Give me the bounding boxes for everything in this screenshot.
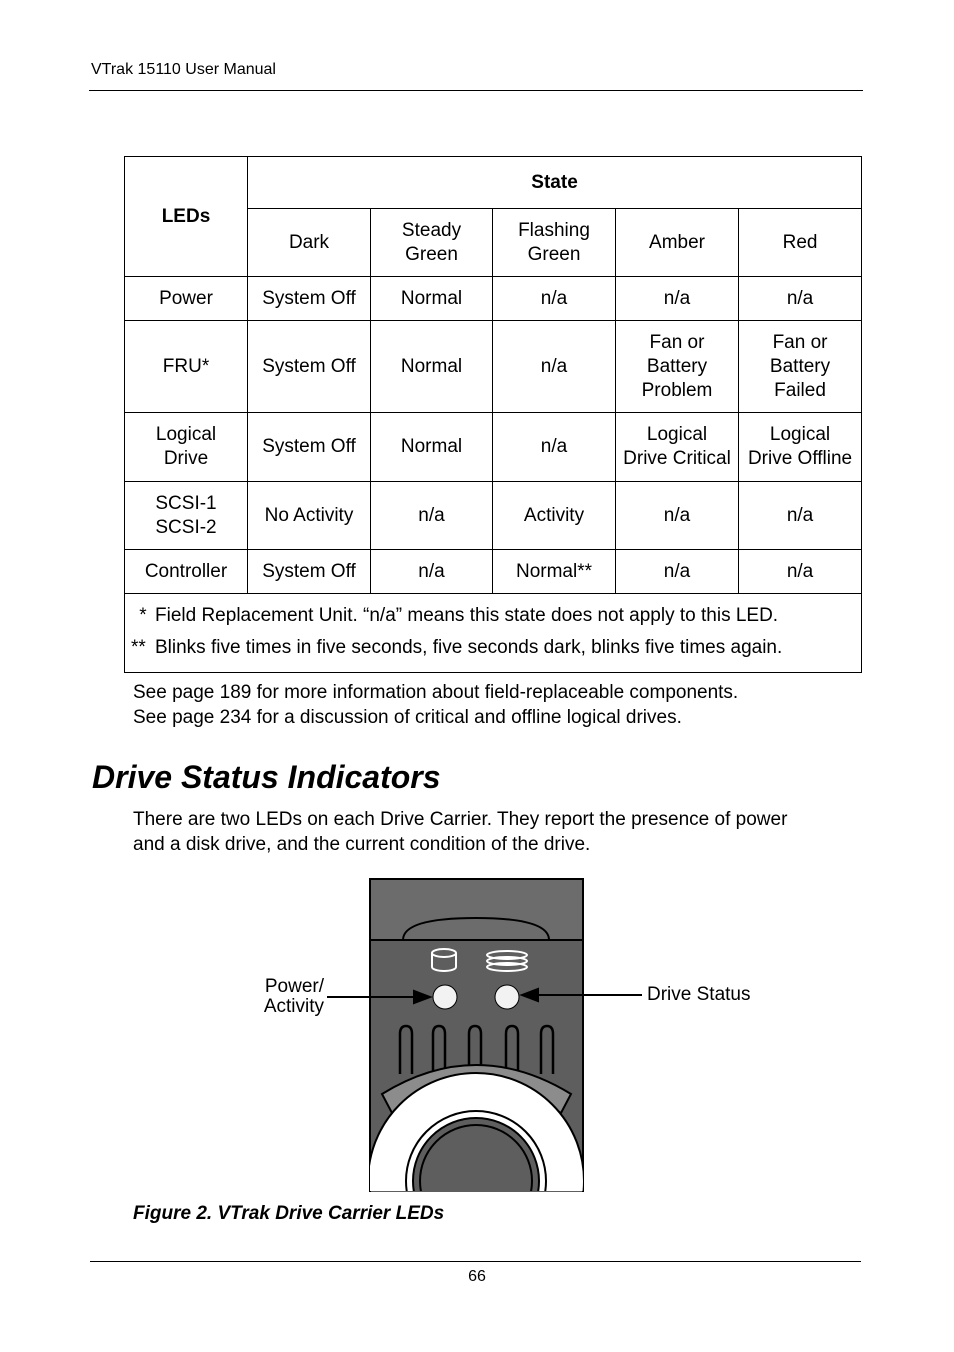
state-cell bbox=[739, 277, 862, 321]
cell-line: Failed bbox=[774, 379, 826, 401]
state-cell bbox=[616, 321, 739, 413]
cell-line: n/a bbox=[786, 287, 814, 309]
cell-line: n/a bbox=[663, 504, 691, 526]
intro-line-1: There are two LEDs on each Drive Carrier. They report the presence of power bbox=[133, 809, 788, 830]
led-name-cell bbox=[125, 413, 248, 482]
state-cell bbox=[371, 550, 493, 594]
cell-line: Drive Critical bbox=[623, 448, 731, 469]
state-cell bbox=[616, 550, 739, 594]
state-cell bbox=[248, 413, 371, 482]
cell-line: Green bbox=[405, 243, 458, 265]
state-cell bbox=[493, 277, 616, 321]
cell-line: Normal bbox=[400, 436, 463, 457]
state-cell bbox=[371, 413, 493, 482]
led-name-cell bbox=[125, 482, 248, 550]
state-cell bbox=[493, 482, 616, 550]
cell-line: Fan or bbox=[649, 331, 705, 353]
cell-line: Fan or bbox=[772, 331, 828, 353]
state-column-header bbox=[739, 209, 862, 277]
cell-line: Drive bbox=[163, 448, 209, 469]
cell-line: Drive Offline bbox=[747, 448, 853, 469]
leds-header: LEDs bbox=[125, 157, 248, 277]
cell-line: n/a bbox=[540, 436, 568, 457]
cell-line: SCSI-1 bbox=[155, 492, 217, 514]
state-cell bbox=[248, 550, 371, 594]
cell-line: System Off bbox=[262, 436, 356, 457]
footnote bbox=[131, 632, 855, 664]
state-cell bbox=[248, 277, 371, 321]
cell-line: SCSI-2 bbox=[155, 516, 217, 538]
cell-line: Normal bbox=[400, 287, 463, 309]
figure-caption: Figure 2. VTrak Drive Carrier LEDs bbox=[133, 1203, 445, 1224]
footer-divider bbox=[90, 1261, 861, 1262]
cell-line: n/a bbox=[418, 560, 445, 582]
cell-line: Normal** bbox=[515, 560, 593, 582]
cell-line: Problem bbox=[641, 379, 713, 401]
table-row bbox=[125, 321, 862, 413]
led-state-table bbox=[124, 156, 862, 673]
cell-line: Logical bbox=[646, 424, 708, 445]
header-divider bbox=[89, 90, 863, 91]
cell-line: System Off bbox=[262, 287, 356, 309]
cell-line: n/a bbox=[663, 560, 691, 582]
state-column-header bbox=[248, 209, 371, 277]
cell-line: No Activity bbox=[264, 504, 354, 526]
cell-line: Battery bbox=[769, 355, 831, 377]
cell-line: Red bbox=[782, 231, 818, 253]
state-cell bbox=[248, 482, 371, 550]
table-row bbox=[125, 482, 862, 550]
state-cell bbox=[371, 321, 493, 413]
power-activity-label: Power/ Activity bbox=[263, 976, 324, 1017]
led-name-cell bbox=[125, 321, 248, 413]
state-cell bbox=[616, 413, 739, 482]
page-number: 66 bbox=[468, 1268, 486, 1285]
cell-line: Amber bbox=[649, 231, 705, 253]
cell-line: FRU* bbox=[162, 355, 210, 377]
table-row bbox=[125, 413, 862, 482]
state-cell bbox=[616, 482, 739, 550]
cell-line: n/a bbox=[786, 504, 814, 526]
cell-line: Flashing bbox=[518, 219, 590, 241]
state-column-header bbox=[616, 209, 739, 277]
footnote-text: Field Replacement Unit. “n/a” means this state does not apply to this LED. bbox=[155, 605, 779, 626]
carrier-top-panel bbox=[370, 879, 583, 940]
drive-carrier-figure bbox=[240, 876, 780, 1192]
state-cell bbox=[493, 413, 616, 482]
state-cell bbox=[248, 321, 371, 413]
cell-line: Battery bbox=[646, 355, 708, 377]
state-cell bbox=[493, 550, 616, 594]
state-cell bbox=[739, 550, 862, 594]
cell-line: n/a bbox=[540, 355, 568, 377]
cell-line: Dark bbox=[288, 231, 330, 253]
state-cell bbox=[371, 277, 493, 321]
cell-line: Steady bbox=[401, 219, 462, 241]
cell-line: Power bbox=[159, 287, 213, 309]
table-row bbox=[125, 277, 862, 321]
state-cell bbox=[616, 277, 739, 321]
state-column-header bbox=[371, 209, 493, 277]
footnote-mark: * bbox=[139, 605, 147, 626]
running-header: VTrak 15110 User Manual bbox=[91, 61, 276, 78]
cell-line: Activity bbox=[523, 504, 585, 526]
cell-line: Logical bbox=[769, 424, 831, 445]
cell-line: n/a bbox=[540, 287, 568, 309]
cell-line: Logical bbox=[155, 424, 217, 445]
state-cell bbox=[493, 321, 616, 413]
power-activity-led bbox=[433, 985, 457, 1009]
footnote bbox=[131, 600, 855, 632]
state-header: State bbox=[248, 157, 862, 209]
cell-line: n/a bbox=[663, 287, 691, 309]
cell-line: System Off bbox=[262, 355, 356, 377]
cell-line: n/a bbox=[418, 504, 445, 526]
reference-line-2: See page 234 for a discussion of critical and offline logical drives. bbox=[133, 707, 682, 728]
reference-line-1: See page 189 for more information about field-replaceable components. bbox=[133, 682, 739, 703]
state-column-header bbox=[493, 209, 616, 277]
table-notes-row bbox=[125, 594, 862, 673]
led-name-cell bbox=[125, 550, 248, 594]
cell-line: Controller bbox=[144, 560, 228, 582]
cell-line: n/a bbox=[786, 560, 814, 582]
footnote-mark: ** bbox=[131, 637, 146, 658]
section-title: Drive Status Indicators bbox=[92, 759, 441, 795]
state-cell bbox=[371, 482, 493, 550]
table-notes bbox=[125, 594, 862, 673]
drive-status-led bbox=[495, 985, 519, 1009]
drive-status-label: Drive Status bbox=[647, 984, 751, 1005]
intro-line-2: and a disk drive, and the current condition of the drive. bbox=[133, 834, 591, 855]
cell-line: Green bbox=[527, 243, 581, 265]
footnote-text: Blinks five times in five seconds, five seconds dark, blinks five times again. bbox=[155, 637, 783, 658]
state-cell bbox=[739, 413, 862, 482]
led-name-cell bbox=[125, 277, 248, 321]
table-row bbox=[125, 550, 862, 594]
state-cell bbox=[739, 482, 862, 550]
cell-line: System Off bbox=[262, 560, 356, 582]
state-cell bbox=[739, 321, 862, 413]
drive-carrier-illustration bbox=[240, 876, 780, 1192]
cell-line: Normal bbox=[400, 355, 463, 377]
